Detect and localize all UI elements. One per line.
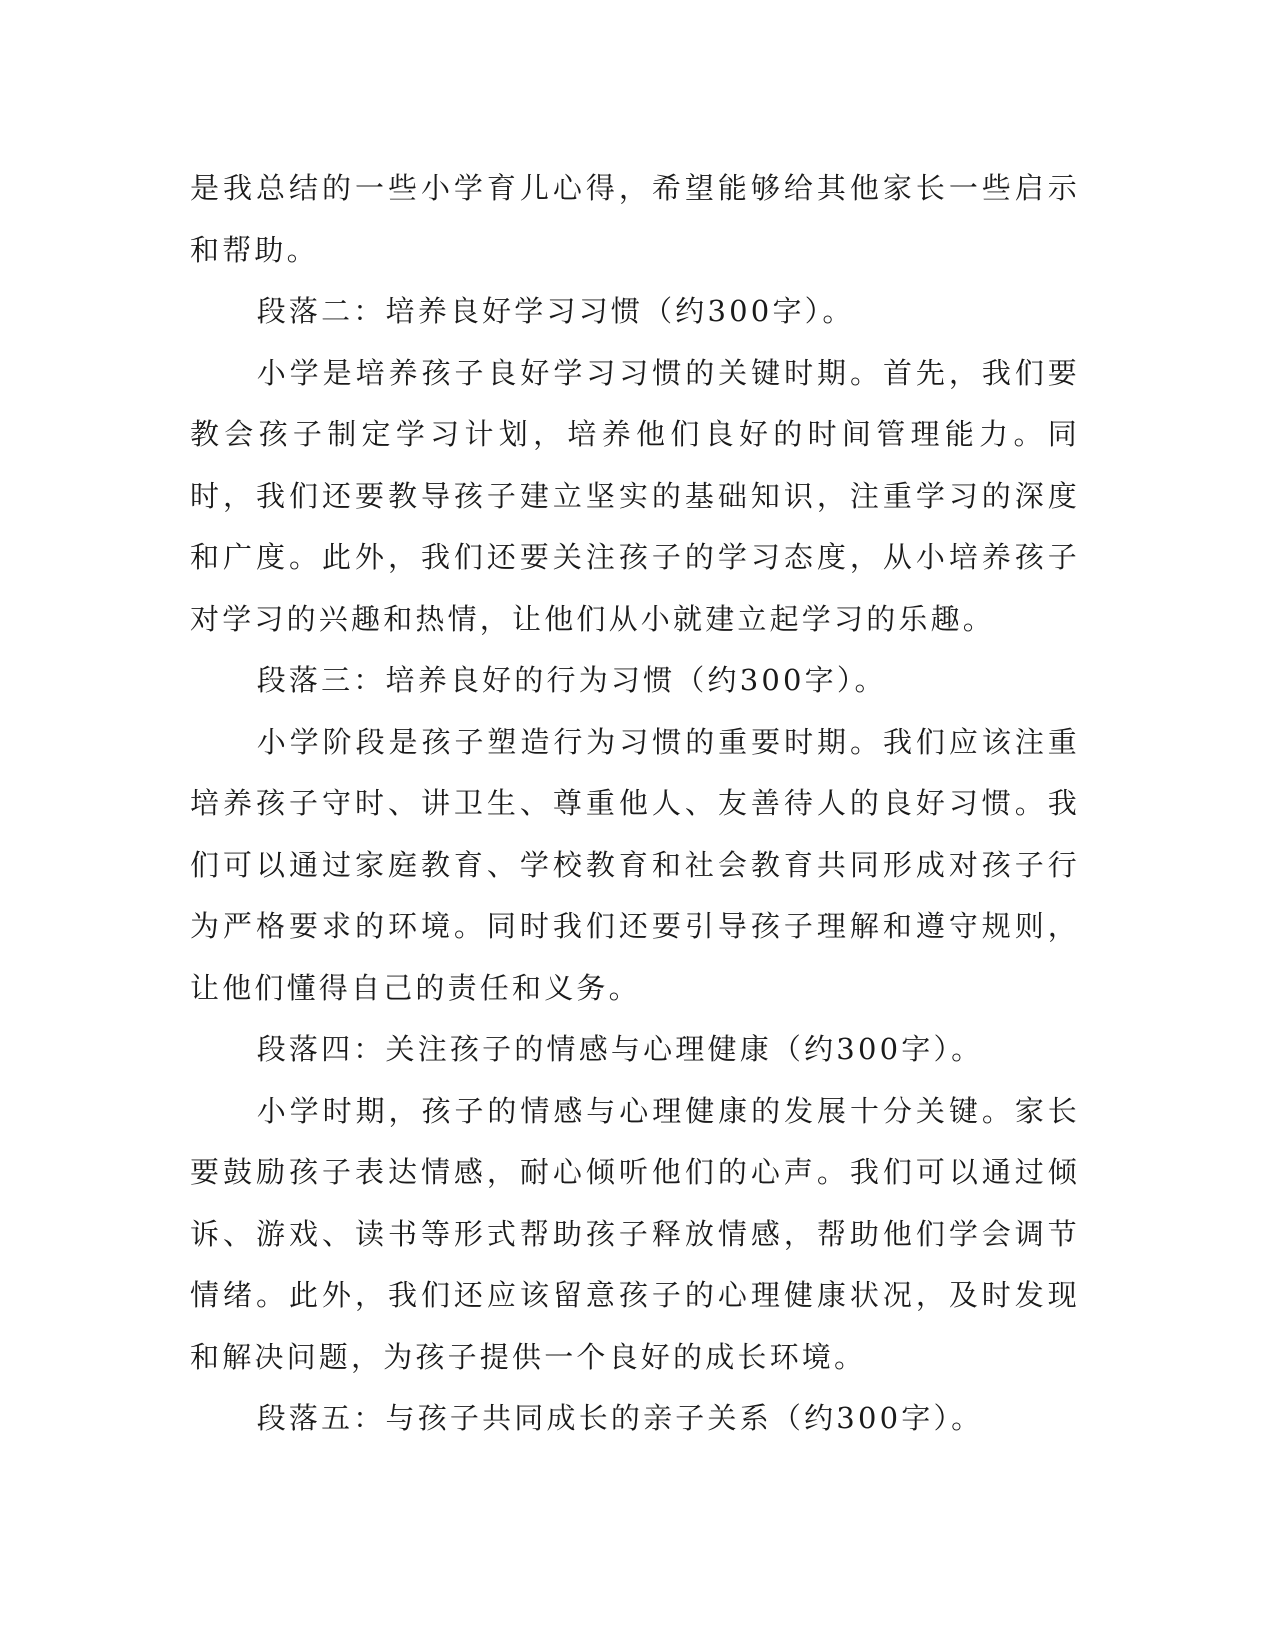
- section-heading-2: 段落二：培养良好学习习惯（约300字）。: [256, 294, 855, 328]
- section-heading-3: 段落三：培养良好的行为习惯（约300字）。: [256, 663, 887, 697]
- document-body: [190, 158, 1080, 1450]
- paragraph-intro-continuation: 是我总结的一些小学育儿心得，希望能够给其他家长一些启示和帮助。: [190, 171, 1080, 267]
- section-heading-4: 段落四：关注孩子的情感与心理健康（约300字）。: [256, 1032, 984, 1066]
- paragraph-emotional-health: 小学时期，孩子的情感与心理健康的发展十分关键。家长要鼓励孩子表达情感，耐心倾听他们的心声。我们可以通过倾诉、游戏、读书等形式帮助孩子释放情感，帮助他们学会调节情绪。此外，我们还应该留意孩子的心理健康状况，及时发现和解决问题，为孩子提供一个良好的成长环境。: [190, 1093, 1080, 1374]
- paragraph-behavior-habits: 小学阶段是孩子塑造行为习惯的重要时期。我们应该注重培养孩子守时、讲卫生、尊重他人、友善待人的良好习惯。我们可以通过家庭教育、学校教育和社会教育共同形成对孩子行为严格要求的环境。同时我们还要引导孩子理解和遵守规则，让他们懂得自己的责任和义务。: [190, 724, 1080, 1005]
- section-heading-5: 段落五：与孩子共同成长的亲子关系（约300字）。: [256, 1401, 984, 1435]
- paragraph-study-habits: 小学是培养孩子良好学习习惯的关键时期。首先，我们要教会孩子制定学习计划，培养他们良好的时间管理能力。同时，我们还要教导孩子建立坚实的基础知识，注重学习的深度和广度。此外，我们还要关注孩子的学习态度，从小培养孩子对学习的兴趣和热情，让他们从小就建立起学习的乐趣。: [190, 355, 1080, 636]
